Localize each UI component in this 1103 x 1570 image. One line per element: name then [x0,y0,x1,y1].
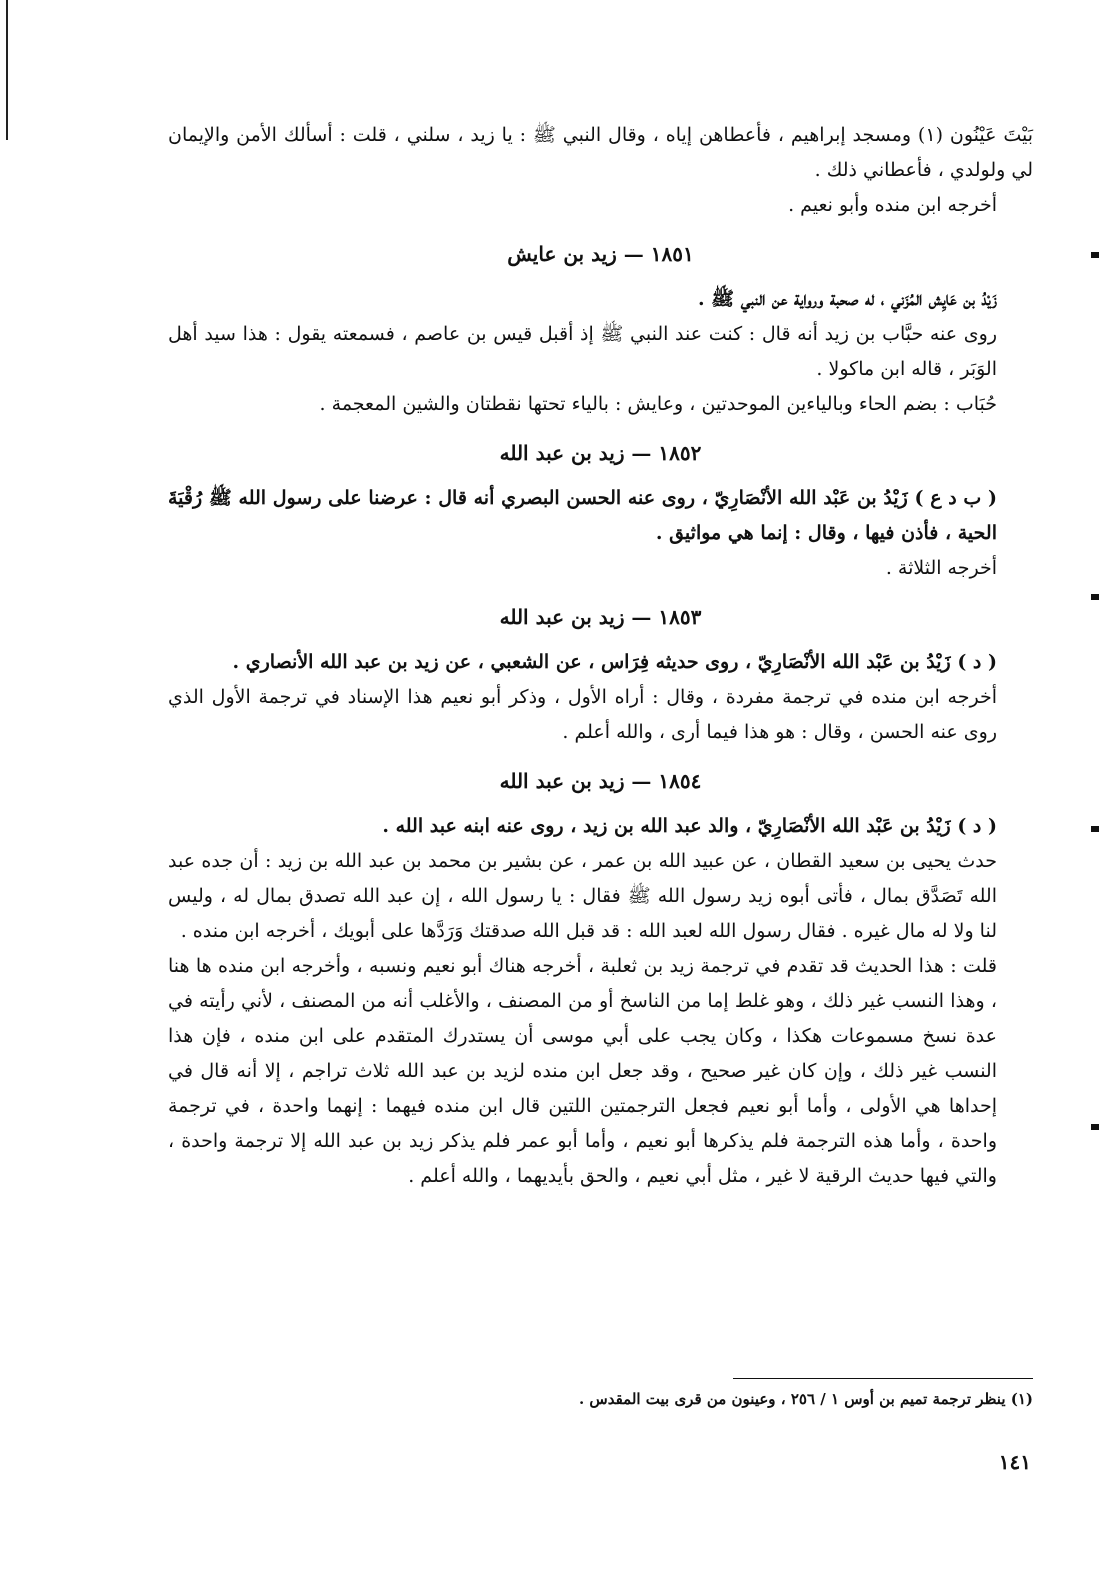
scan-edge-mark [1091,594,1099,600]
entry-intro: ( د ) زَيْدُ بن عَبْد الله الأنْصَارِيّ ، والد عبد الله بن زيد ، روى عنه ابنه عبد الله . [382,815,997,837]
scan-edge-mark [1091,826,1099,832]
entry-paragraph: أخرجه ابن منده في ترجمة مفردة ، وقال : أراه الأول ، وذكر أبو نعيم هذا الإسناد في ترجمة الأول الذي روى عنه الحسن ، وقال : هو هذا فيما أرى ، والله أعلم . [168,686,997,743]
attribution-paragraph: أخرجه الثلاثة . [885,557,997,579]
scan-edge-mark [1091,1124,1099,1130]
entry-heading-1854: ١٨٥٤ — زيد بن عبد الله [499,769,702,793]
commentary-paragraph: قلت : هذا الحديث قد تقدم في ترجمة زيد بن ثعلبة ، أخرجه هناك أبو نعيم ونسبه ، وأخرجه ابن منده ها هنا ، وهذا النسب غير ذلك ، وهو غلط إما من الناسخ أو من المصنف ، والأغلب أنه من المصنف ، لأني رأيته في عدة نسخ مسموعات هكذا ، وكان يجب على أبي موسى أن يستدرك المتقدم على ابن منده ، فإن هذا النسب غير ذلك ، وإن كان غير صحيح ، وقد جعل ابن منده لزيد بن عبد الله ثلاث تراجم ، إلا أنه قال في إحداها هي الأولى ، وأما أبو نعيم فجعل الترجمتين اللتين قال ابن منده فيهما : إنهما واحدة ، في ترجمة واحدة ، وأما هذه الترجمة فلم يذكرها أبو نعيم ، وأما أبو عمر فلم يذكر زيد بن عبد الله إلا ترجمة واحدة ، والتي فيها حديث الرقية لا غير ، مثل أبي نعيم ، والحق بأيديهما ، والله أعلم . [168,955,997,1187]
entry-paragraph: روى عنه حبَّاب بن زيد أنه قال : كنت عند النبي ﷺ إذ أقبل قيس بن عاصم ، فسمعته يقول : هذا سيد أهل الوَبَر ، قاله ابن ماكولا . [168,323,997,380]
attribution-paragraph: أخرجه ابن منده وأبو نعيم . [788,194,997,216]
entry-intro: ( ب د ع ) زَيْدُ بن عَبْد الله الأنْصَارِيّ ، روى عنه الحسن البصري أنه قال : عرضنا على رسول الله ﷺ رُقْيَةَ الحية ، فأذن فيها ، وقال : إنما هي مواثيق . [168,487,997,544]
page-number: ١٤١ [998,1450,1031,1474]
entry-heading-1853: ١٨٥٣ — زيد بن عبد الله [499,605,702,629]
scan-margin-line [6,0,8,140]
continuation-paragraph: بَيْتَ عَيْنُون (١) ومسجد إبراهيم ، فأعطاهن إياه ، وقال النبي ﷺ : يا زيد ، سلني ، قلت : أسألك الأمن والإيمان لي ولولدي ، فأعطاني ذلك . [168,124,1034,181]
scan-edge-mark [1091,252,1099,258]
page-body [168,118,1033,1194]
entry-paragraph: حُبَاب : بضم الحاء وبالياءين الموحدتين ، وعايش : بالياء تحتها نقطتان والشين المعجمة . [319,393,997,415]
footnote-divider [733,1378,1033,1379]
footnote: (١) ينظر ترجمة تميم بن أوس ١ / ٢٥٦ ، وعينون من قرى بيت المقدس . [578,1390,1033,1408]
entry-intro: ( د ) زَيْدُ بن عَبْد الله الأنْصَارِيّ ، روى حديثه فِرَاس ، عن الشعبي ، عن زيد بن عبد الله الأنصاري . [232,651,997,673]
entry-heading-1852: ١٨٥٢ — زيد بن عبد الله [499,441,702,465]
entry-heading-1851: ١٨٥١ — زيد بن عايش [507,242,694,266]
entry-paragraph: حدث يحيى بن سعيد القطان ، عن عبيد الله بن عمر ، عن بشير بن محمد بن عبد الله بن زيد : أن جده عبد الله تَصَدَّق بمال ، فأتى أبوه زيد رسول الله ﷺ فقال : يا رسول الله ، إن عبد الله تصدق بمال له ، وليس لنا ولا له مال غيره . فقال رسول الله لعبد الله : قد قبل الله صدقتك وَرَدَّها على أبويك ، أخرجه ابن منده . [168,850,997,942]
entry-intro: زَيْدُ بن عَايِش المُزَني ، له صحبة ورواية عن النبي ﷺ . [697,288,997,310]
